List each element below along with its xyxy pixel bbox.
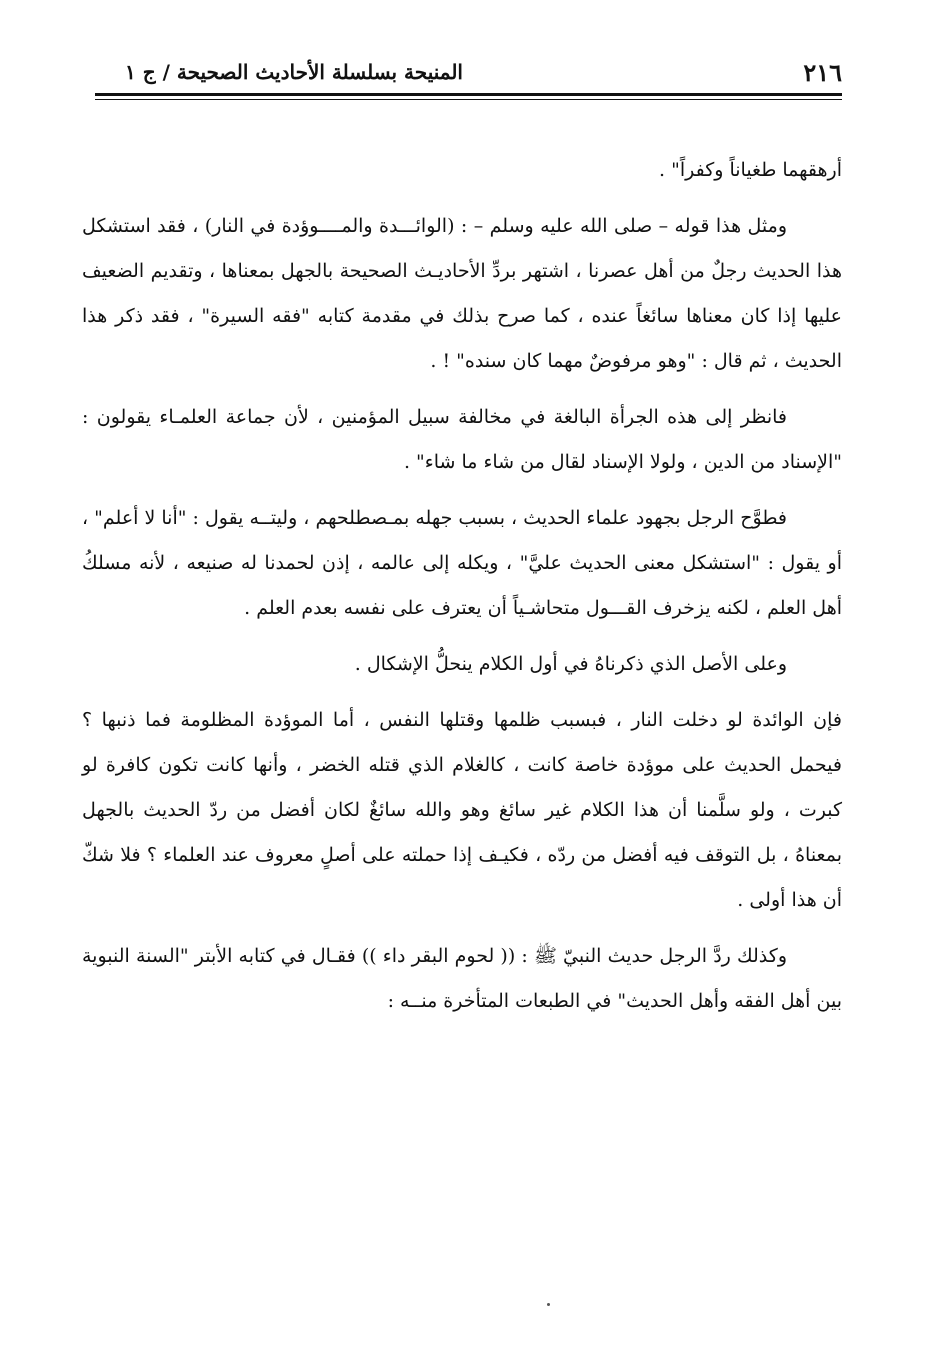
paragraph-4: فطوَّح الرجل بجهود علماء الحديث ، بسبب جهله بمـصطلحهم ، وليتــه يقول : "أنا لا أعلم" ، أو يقول : "استشكل معنى الحديث عليَّ" ، ويكله إلى عالمه ، إذن لحمدنا له صنيعه ، لأنه مسلكُ أهل العلم ، لكنه يزخرف القـــول متحاشـياً أن يعترف على نفسه بعدم العلم . [82,507,842,619]
paragraph-2: ومثل هذا قوله – صلى الله عليه وسلم – : (الوائـــدة والمــــوؤدة في النار) ، فقد استشكل هذا الحديث رجلٌ من أهل عصرنا ، اشتهر بردِّ الأحاديـث الصحيحة بالجهل بمعناها ، وتقديم الضعيف عليها إذا كان معناها سائغاً عنده ، كما صرح بذلك في مقدمة كتابه "فقه السيرة" ، فقد ذكر هذا الحديث ، ثم قال : "وهو مرفوضٌ مهما كان سنده" ! . [82,215,842,372]
page-number: ٢١٦ [803,58,842,87]
paragraph-6: فإن الوائدة لو دخلت النار ، فبسبب ظلمها وقتلها النفس ، أما الموؤدة المظلومة فما ذنبها ؟ فيحمل الحديث على موؤدة خاصة كانت ، كالغلام الذي قتله الخضر ، وأنها كانت تكون كافرة لو كبرت ، ولو سلَّمنا أن هذا الكلام غير سائغ وهو والله سائغٌ لكان أفضل من ردّ الحديث بالجهل بمعناهُ ، بل التوقف فيه أفضل من ردّه ، فكيـف إذا حملته على أصلٍ معروف عند العلماء ؟ فلا شكّ أن هذا أولى . [82,709,842,911]
page-header [95,56,842,92]
scan-speck [547,1303,550,1306]
paragraph-1: أرهقهما طغياناً وكفراً" . [659,159,842,181]
running-title: المنيحة بسلسلة الأحاديث الصحيحة / ج ١ [125,60,463,84]
header-rule-thick [95,93,842,96]
paragraph-5: وعلى الأصل الذي ذكرناهُ في أول الكلام ينحلُّ الإشكال . [354,653,787,675]
paragraph-7: وكذلك ردَّ الرجل حديث النبيّ ﷺ : (( لحوم البقر داء )) فقـال في كتابه الأبتر "السنة النبوية بين أهل الفقه وأهل الحديث" في الطبعات المتأخرة منــه : [82,945,842,1012]
body-text [82,148,842,1035]
header-rule-thin [95,99,842,100]
paragraph-3: فانظر إلى هذه الجرأة البالغة في مخالفة سبيل المؤمنين ، لأن جماعة العلمـاء يقولون : "الإسناد من الدين ، ولولا الإسناد لقال من شاء ما شاء" . [82,406,842,473]
